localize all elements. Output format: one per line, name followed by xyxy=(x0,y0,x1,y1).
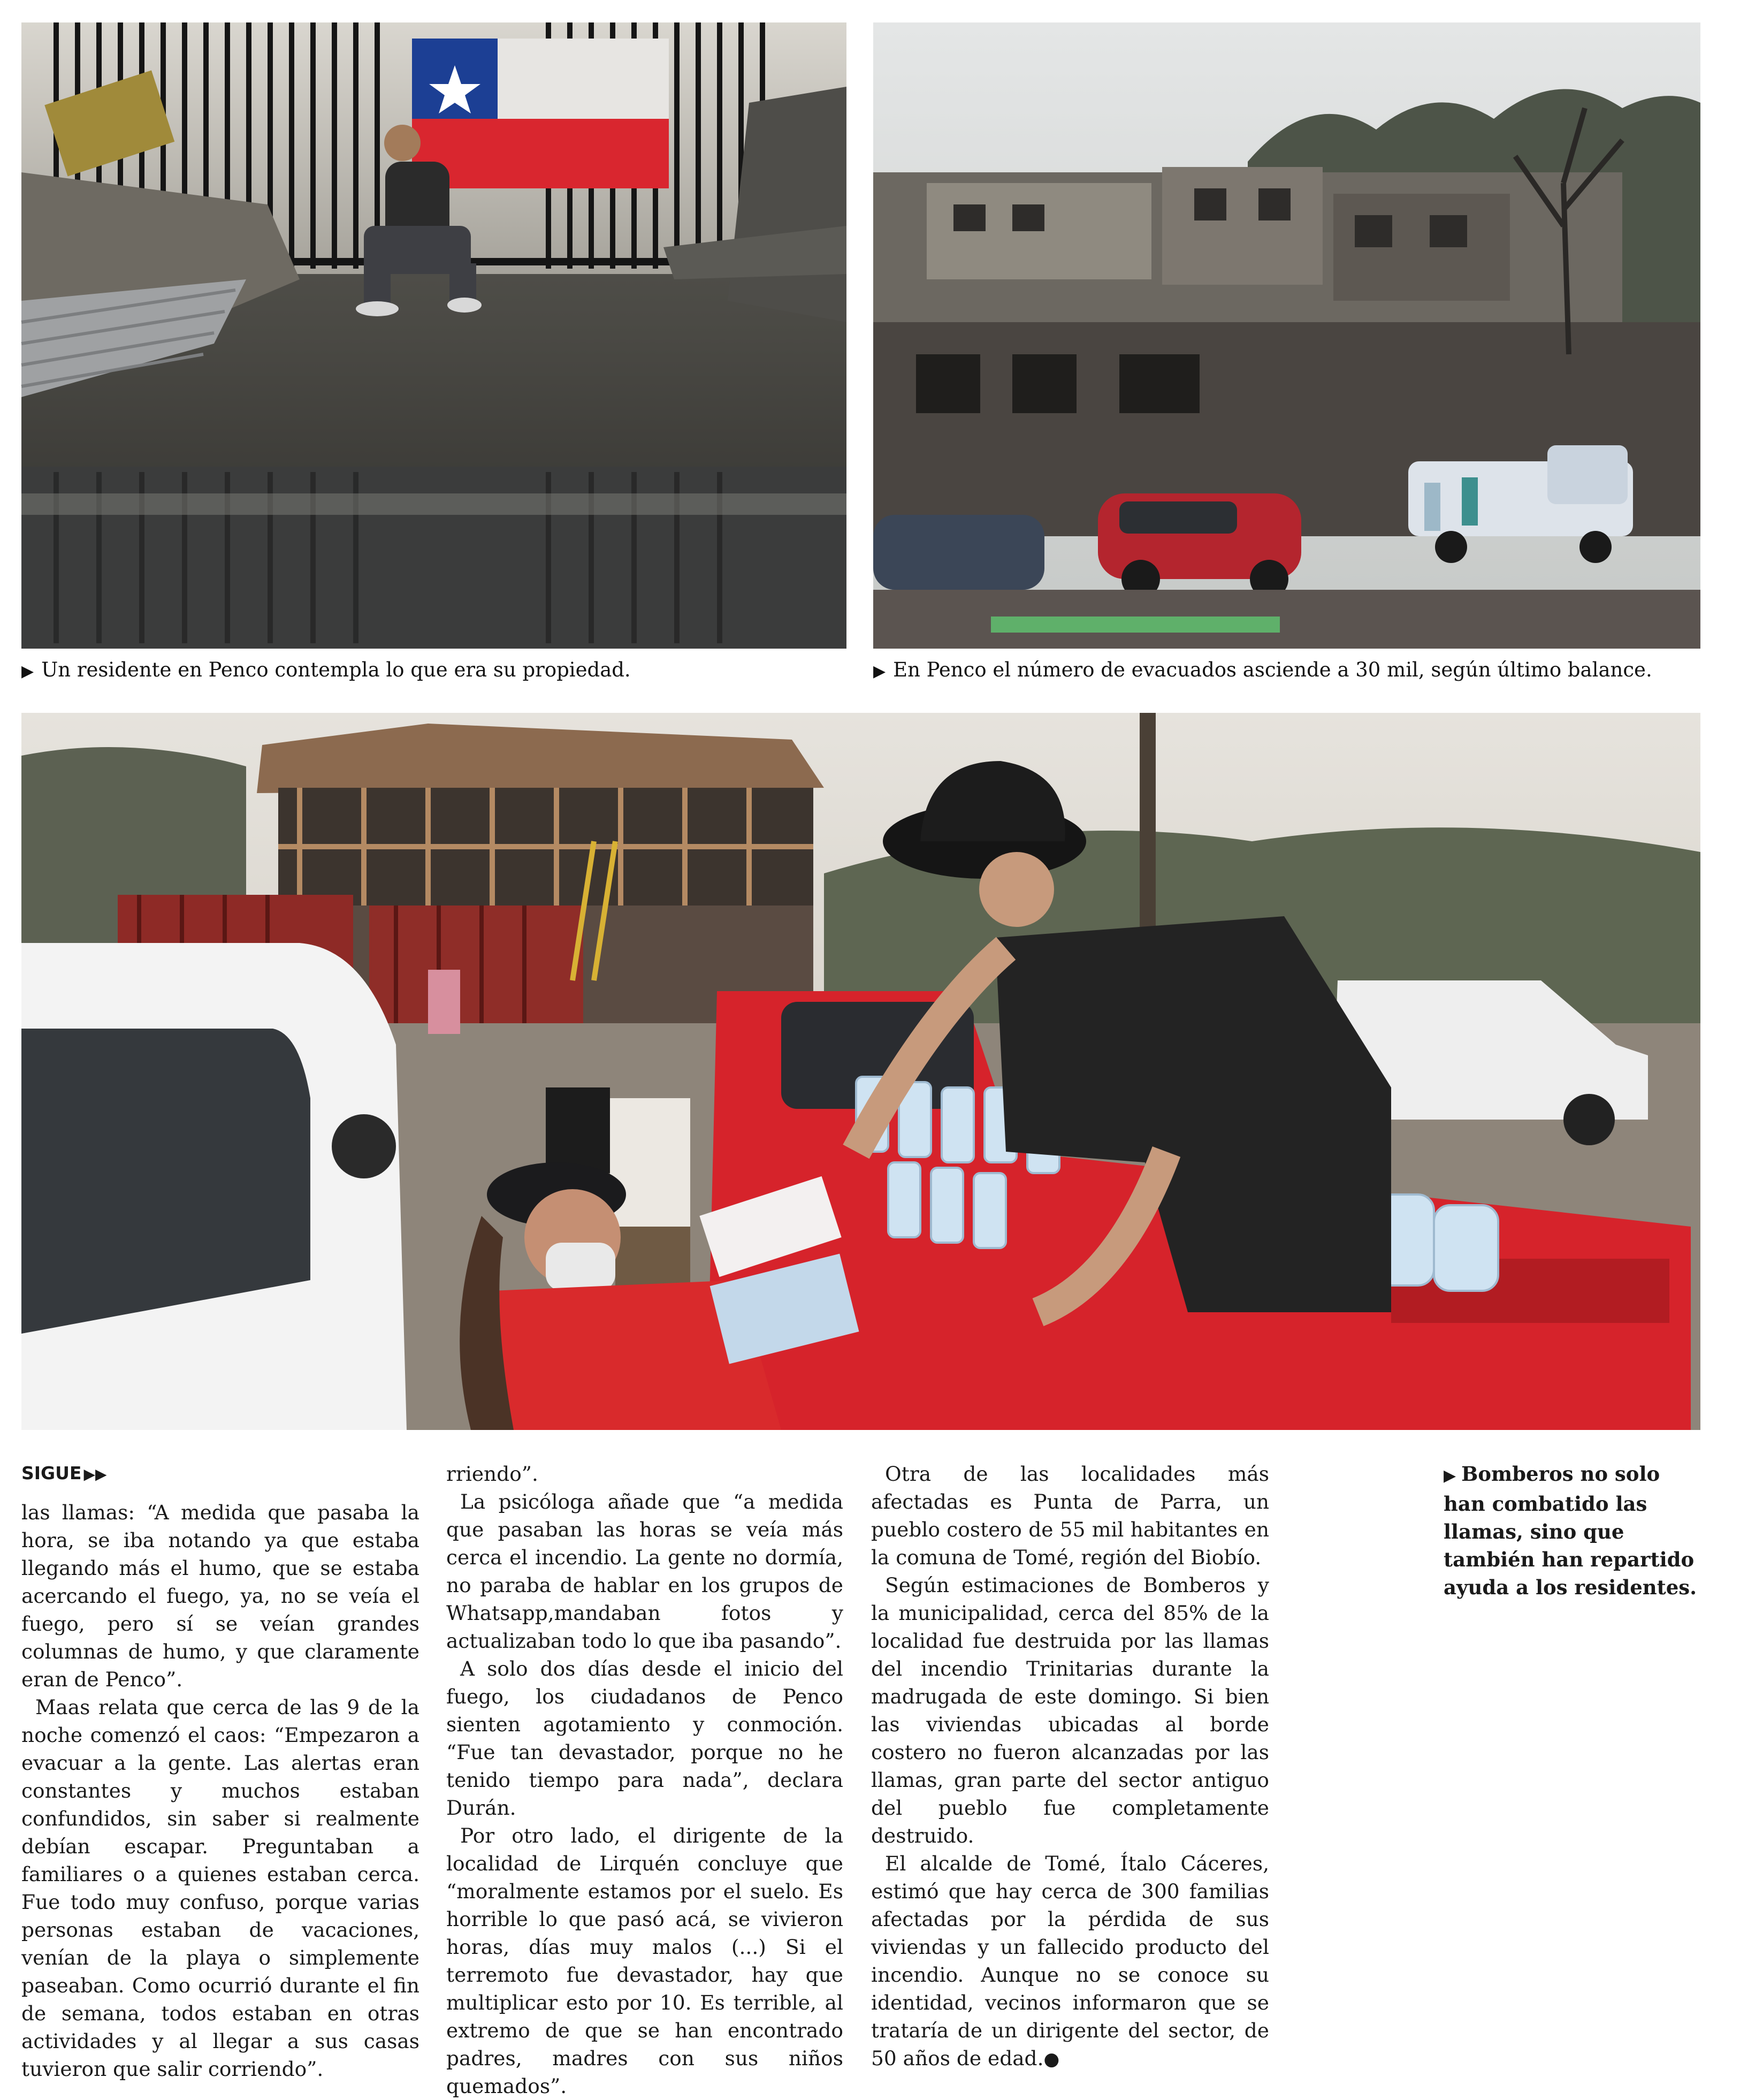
paragraph: rriendo”. xyxy=(446,1462,538,1486)
article-column-1 xyxy=(21,1460,419,2081)
caption-firefighters xyxy=(1444,1460,1700,1601)
article-column-2 xyxy=(446,1460,843,2100)
photo-resident-penco xyxy=(21,22,846,649)
caption-text: En Penco el número de evacuados asciende a 30 mil, según último balance. xyxy=(893,658,1652,681)
paragraph xyxy=(871,1850,1269,2073)
paragraph: Otra de las localidades más afectadas es Punta de Parra, un pueblo costero de 55 mil habitantes en la comuna de Tomé, región del Biobío. xyxy=(871,1462,1269,1569)
paragraph: La psicóloga añade que “a medida que pasaban las horas se veía más cerca el incendio. La gente no dormía, no paraba de hablar en los grupos de Whatsapp,mandaban fotos y actualizaban todo lo que iba pasando”. xyxy=(446,1490,843,1653)
caption-evacuated xyxy=(873,657,1652,684)
sigue-arrows-icon: ▶▶ xyxy=(83,1465,107,1483)
paragraph: Según estimaciones de Bomberos y la municipalidad, cerca del 85% de la localidad fue destruida por las llamas del incendio Trinitarias durante la madrugada de este domingo. Si bien las viviendas ubicadas al borde costero no fueron alcanzadas por las llamas, gran parte del sector antiguo del pueblo fue completamente destruido. xyxy=(871,1573,1269,1847)
caption-text: Bomberos no solo han combatido las llamas, sino que también han repartido ayuda a los residentes. xyxy=(1444,1462,1697,1599)
photo-firefighter-aid xyxy=(21,713,1700,1430)
paragraph: Maas relata que cerca de las 9 de la noche comenzó el caos: “Empezaron a evacuar a la gente. Las alertas eran constantes y muchos estaban confundidos, sin saber si realmente debían escapar. Preguntaban a familiares o a quienes estaban cerca. Fue todo muy confuso, porque varias personas estaban de vacaciones, venían de la playa o simplemente paseaban. Como ocurrió durante el fin de semana, todos estaban en otras actividades y al llegar a sus casas tuvieron que salir corriendo”. xyxy=(21,1695,419,2081)
paragraph: Por otro lado, el dirigente de la localidad de Lirquén concluye que “moralmente estamos por el suelo. Es horrible lo que pasó acá, se vivieron horas, días muy malos (...) Si el terremoto fue devastador, hay que multiplicar esto por 10. Es terrible, al extremo de que se han encontrado padres, madres con sus niños quemados”. xyxy=(446,1824,843,2098)
caption-resident-penco xyxy=(21,657,631,684)
caption-marker-icon: ▶ xyxy=(21,662,34,681)
paragraph: las llamas: “A medida que pasaba la hora, se iba notando ya que estaba llegando más el humo, que se estaba acercando el fuego, ya, no se veía el fuego, pero sí se veían grandes columnas de humo, y que claramente eran de Penco”. xyxy=(21,1501,419,1691)
paragraph: A solo dos días desde el inicio del fuego, los ciudadanos de Penco sienten agotamiento y conmoción. “Fue tan devastador, porque no he tenido tiempo para nada”, declara Durán. xyxy=(446,1657,843,1820)
caption-marker-icon: ▶ xyxy=(873,662,886,681)
caption-marker-icon: ▶ xyxy=(1444,1466,1456,1485)
sigue-label xyxy=(21,1461,419,1487)
paragraph-text: El alcalde de Tomé, Ítalo Cáceres, estimó que hay cerca de 300 familias afectadas por la pérdida de sus viviendas y un fallecido producto del incendio. Aunque no se conoce su identidad, vecinos informaron que se trataría de un dirigente del sector, de 50 años de edad. xyxy=(871,1852,1269,2070)
caption-text: Un residente en Penco contempla lo que era su propiedad. xyxy=(41,658,631,681)
end-mark-icon: ● xyxy=(1043,2049,1060,2070)
photo-evacuated-houses xyxy=(873,22,1700,649)
article-column-3 xyxy=(871,1460,1269,2073)
sigue-text: SIGUE xyxy=(21,1463,82,1483)
